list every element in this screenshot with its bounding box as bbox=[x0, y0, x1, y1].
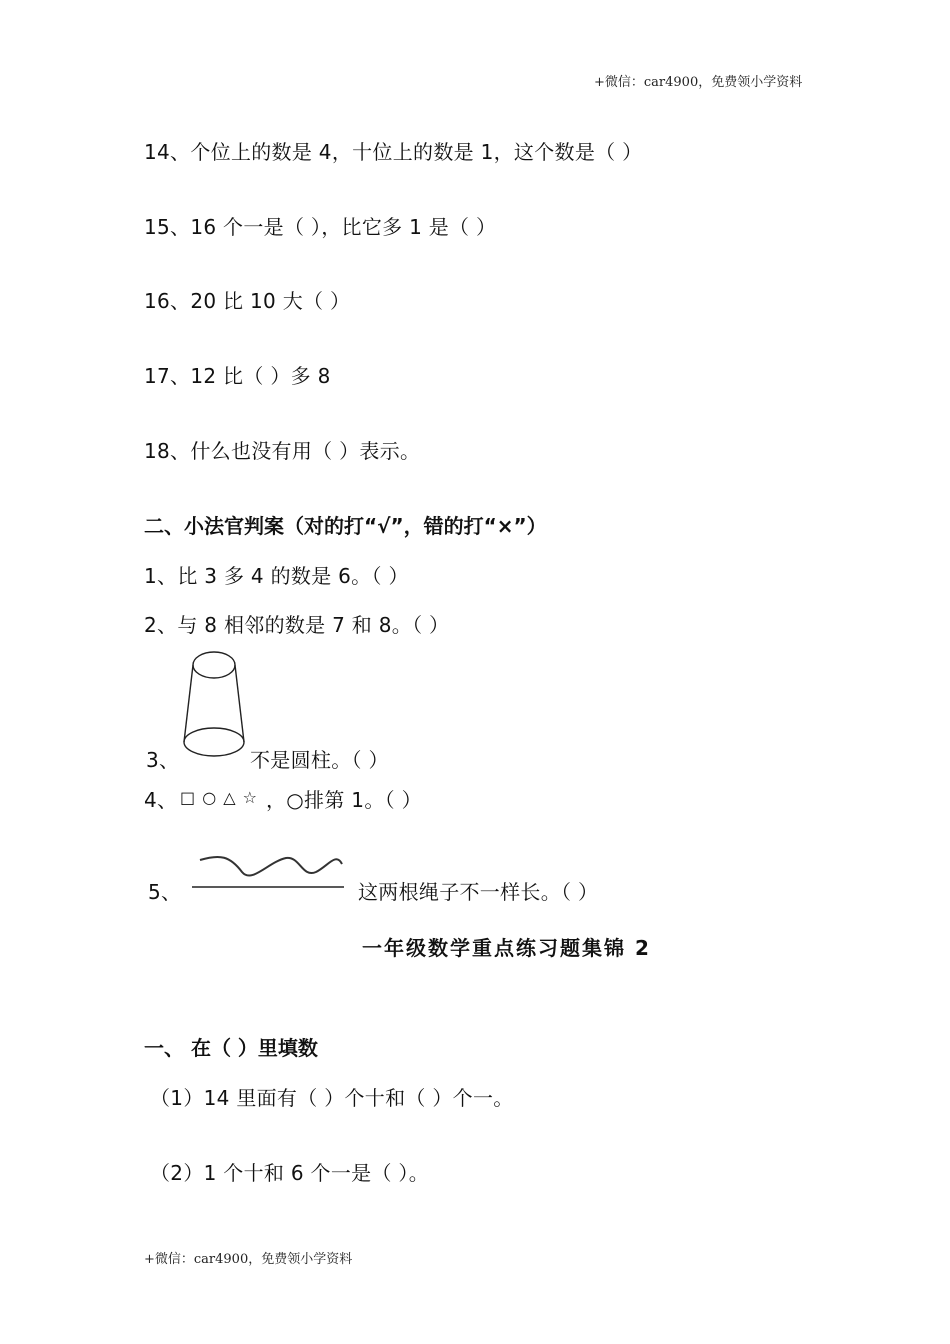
part-1-question-1: （1）14 里面有（ ）个十和（ ）个一。 bbox=[150, 1086, 514, 1110]
question-18: 18、什么也没有用（ ）表示。 bbox=[144, 439, 421, 463]
shape-sequence: □ ○ △ ☆ bbox=[180, 788, 258, 807]
judge-question-5-text: 这两根绳子不一样长。（ ） bbox=[358, 880, 599, 904]
watermark-top: +微信：car4900，免费领小学资料 bbox=[594, 75, 803, 90]
judge-question-1: 1、比 3 多 4 的数是 6。（ ） bbox=[144, 564, 409, 588]
question-17: 17、12 比（ ）多 8 bbox=[144, 364, 331, 388]
part-1-question-2: （2）1 个十和 6 个一是（ ）。 bbox=[150, 1161, 430, 1185]
judge-question-4-text: ，○排第 1。（ ） bbox=[266, 788, 422, 812]
judge-question-2: 2、与 8 相邻的数是 7 和 8。（ ） bbox=[144, 613, 450, 637]
judge-question-5-number: 5、 bbox=[148, 880, 182, 904]
judge-question-4-number: 4、 bbox=[144, 788, 178, 812]
watermark-bottom: +微信：car4900，免费领小学资料 bbox=[144, 1252, 353, 1267]
judge-question-3-text: 不是圆柱。（ ） bbox=[250, 748, 389, 772]
question-14: 14、个位上的数是 4，十位上的数是 1，这个数是（ ） bbox=[144, 140, 643, 164]
part-1-heading: 一、 在（ ）里填数 bbox=[144, 1036, 318, 1060]
document-title: 一年级数学重点练习题集锦 2 bbox=[362, 936, 651, 960]
truncated-cone-figure bbox=[180, 648, 250, 760]
question-15: 15、16 个一是（ ），比它多 1 是（ ） bbox=[144, 215, 497, 239]
judge-question-3-number: 3、 bbox=[146, 748, 180, 772]
section-2-heading: 二、小法官判案（对的打“√”，错的打“×”） bbox=[144, 514, 547, 538]
question-16: 16、20 比 10 大（ ） bbox=[144, 289, 351, 313]
two-ropes-figure bbox=[190, 850, 350, 894]
